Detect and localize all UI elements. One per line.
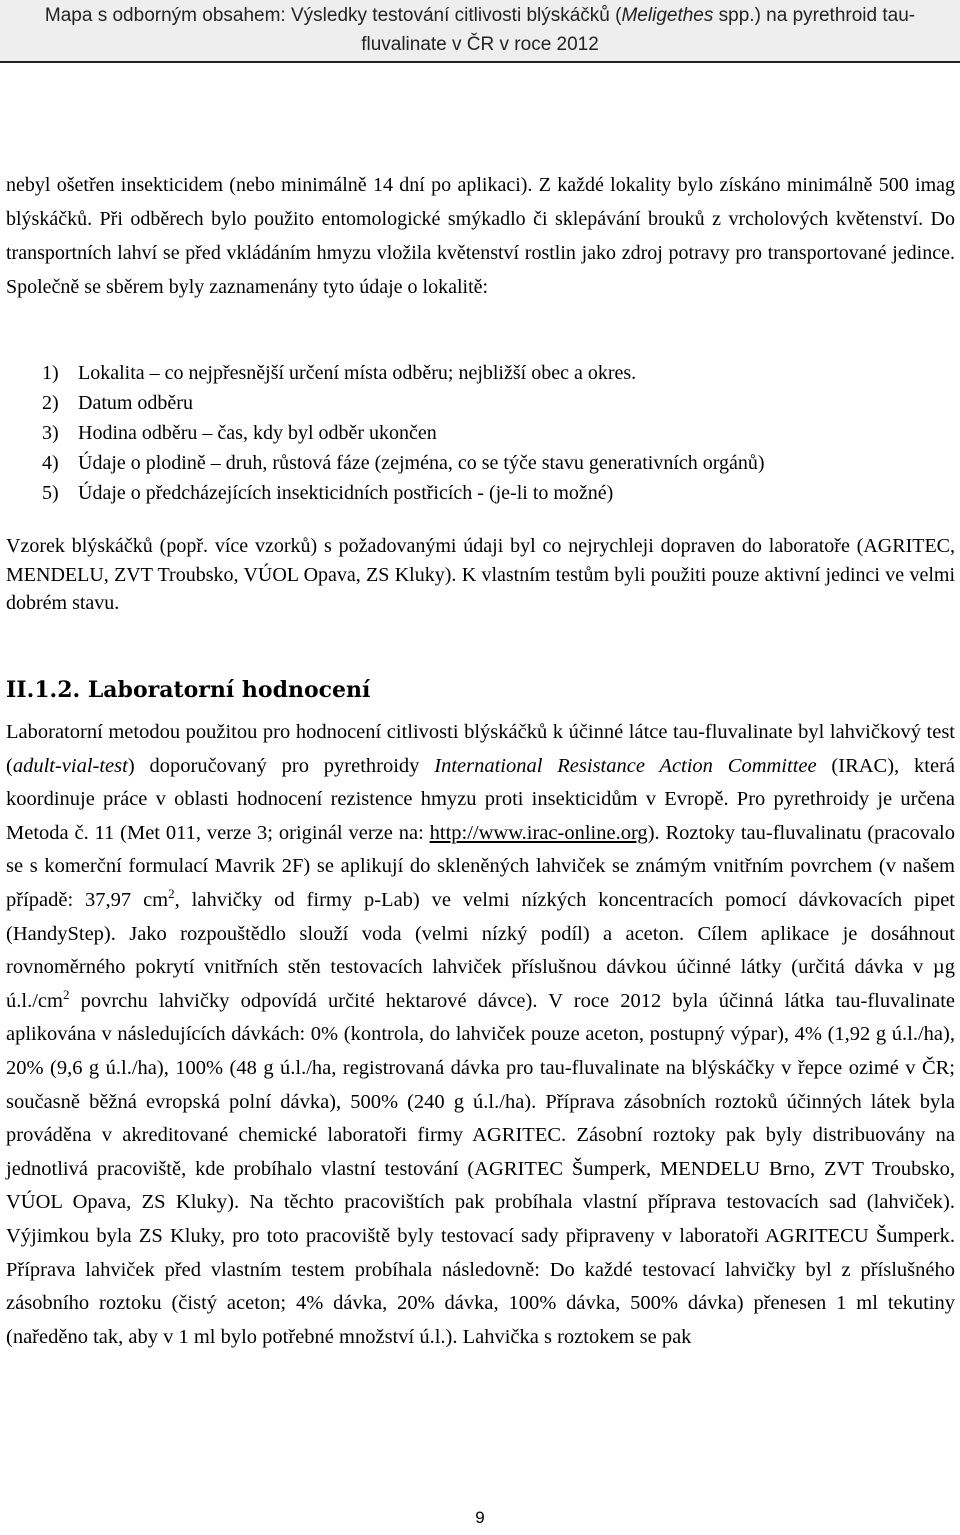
list-item: 4) Údaje o plodině – druh, růstová fáze (zejména, co se týče stavu generativních orgánů)	[42, 452, 765, 474]
lab-method-paragraph: Laboratorní metodou použitou pro hodnocení citlivosti blýskáčků k účinné látce tau-fluvalinate byl lahvičkový test (adult-vial-test) doporučovaný pro pyrethroidy International Resistance Action Committee (IRAC), která koordinuje práce v oblasti hodnocení rezistence hmyzu proti insekticidům v Evropě. Pro pyrethroidy je určena Metoda č. 11 (Met 011, verze 3; originál verze na: http://www.irac-online.org). Roztoky tau-fluvalinatu (pracovalo se s komerční formulací Mavrik 2F) se aplikují do skleněných lahviček se známým vnitřním povrchem (v našem případě: 37,97 $cm^2$, lahvičky od firmy p-Lab) ve velmi nízkých koncentracích pomocí dávkovacích pipet (HandyStep). Jako rozpouštědlo slouží voda (velmi nízký podíl) a aceton. Cílem aplikace je dosáhnout rovnoměrného pokrytí vnitřních stěn testovacích lahviček příslušnou dávkou účinné látky (určitá dávka v µg $ú.l./cm^2$ povrchu lahvičky odpovídá určité hektarové dávce). V roce 2012 byla účinná látka tau-fluvalinate aplikována v následujících dávkách: 0% (kontrola, do lahviček pouze aceton, postupný výpar), 4% (1,92 g ú.l./ha), 20% (9,6 g ú.l./ha), 100% (48 g ú.l./ha, registrovaná dávka pro tau-fluvalinate na blýskáčky v řepce ozimé v ČR; současně běžná evropská polní dávka), 500% (240 g ú.l./ha). Příprava zásobních roztoků účinných látek byla prováděna v akreditované chemické laboratoři firmy AGRITEC. Zásobní roztoky pak byly distribuovány na jednotlivá pracoviště, kde probíhalo vlastní testování (AGRITEC Šumperk, MENDELU Brno, ZVT Troubsko, VÚOL Opava, ZS Kluky). Na těchto pracovištích pak probíhala vlastní příprava testovacích sad (lahviček). Výjimkou byla ZS Kluky, pro toto pracoviště byly testovací sady připraveny v laboratoři AGRITECU Šumperk. Příprava lahviček před vlastním testem probíhala následovně: Do každé testovací lahvičky byl z příslušného zásobního roztoku (čistý aceton; 4% dávka, 20% dávka, 100% dávka, 500% dávka) přenesen 1 ml tekutiny (naředěno tak, aby v 1 ml bylo potřebné množství ú.l.). Lahvička s roztokem se pak	[6, 721, 956, 1348]
locality-data-list	[42, 358, 957, 508]
intro-paragraph: nebyl ošetřen insekticidem (nebo minimálně 14 dní po aplikaci). Z každé lokality bylo získáno minimálně 500 imag blýskáčků. Při odběrech bylo použito entomologické smýkadlo či sklepávání brouků z vrcholových květenství. Do transportních lahví se před vkládáním hmyzu vložila květenství rostlin jako zdroj potravy pro transportované jedince. Společně se sběrem byly zaznamenány tyto údaje o lokalitě:	[6, 174, 955, 298]
list-item: 2) Datum odběru	[42, 392, 193, 414]
list-item: 1) Lokalita – co nejpřesnější určení místa odběru; nejbližší obec a okres.	[42, 362, 637, 384]
list-item: 5) Údaje o předcházejících insekticidních postřicích - (je-li to možné)	[42, 482, 614, 504]
section-heading: II.1.2. Laboratorní hodnocení	[6, 677, 371, 703]
list-item: 3) Hodina odběru – čas, kdy byl odběr ukončen	[42, 422, 437, 444]
header-line-1: Mapa s odborným obsahem: Výsledky testování citlivosti blýskáčků (Meligethes spp.) na pyrethroid tau-	[44, 5, 916, 26]
irac-link[interactable]: http://www.irac-online.org	[429, 821, 648, 844]
header-line-2: fluvalinate v ČR v roce 2012	[361, 34, 599, 55]
sample-paragraph: Vzorek blýskáčků (popř. více vzorků) s požadovanými údaji byl co nejrychleji dopraven do laboratoře (AGRITEC, MENDELU, ZVT Troubsko, VÚOL Opava, ZS Kluky). K vlastním testům byli použiti pouze aktivní jedinci ve velmi dobrém stavu.	[6, 535, 955, 614]
page-header	[0, 0, 960, 63]
page-number: 9	[475, 1508, 485, 1527]
